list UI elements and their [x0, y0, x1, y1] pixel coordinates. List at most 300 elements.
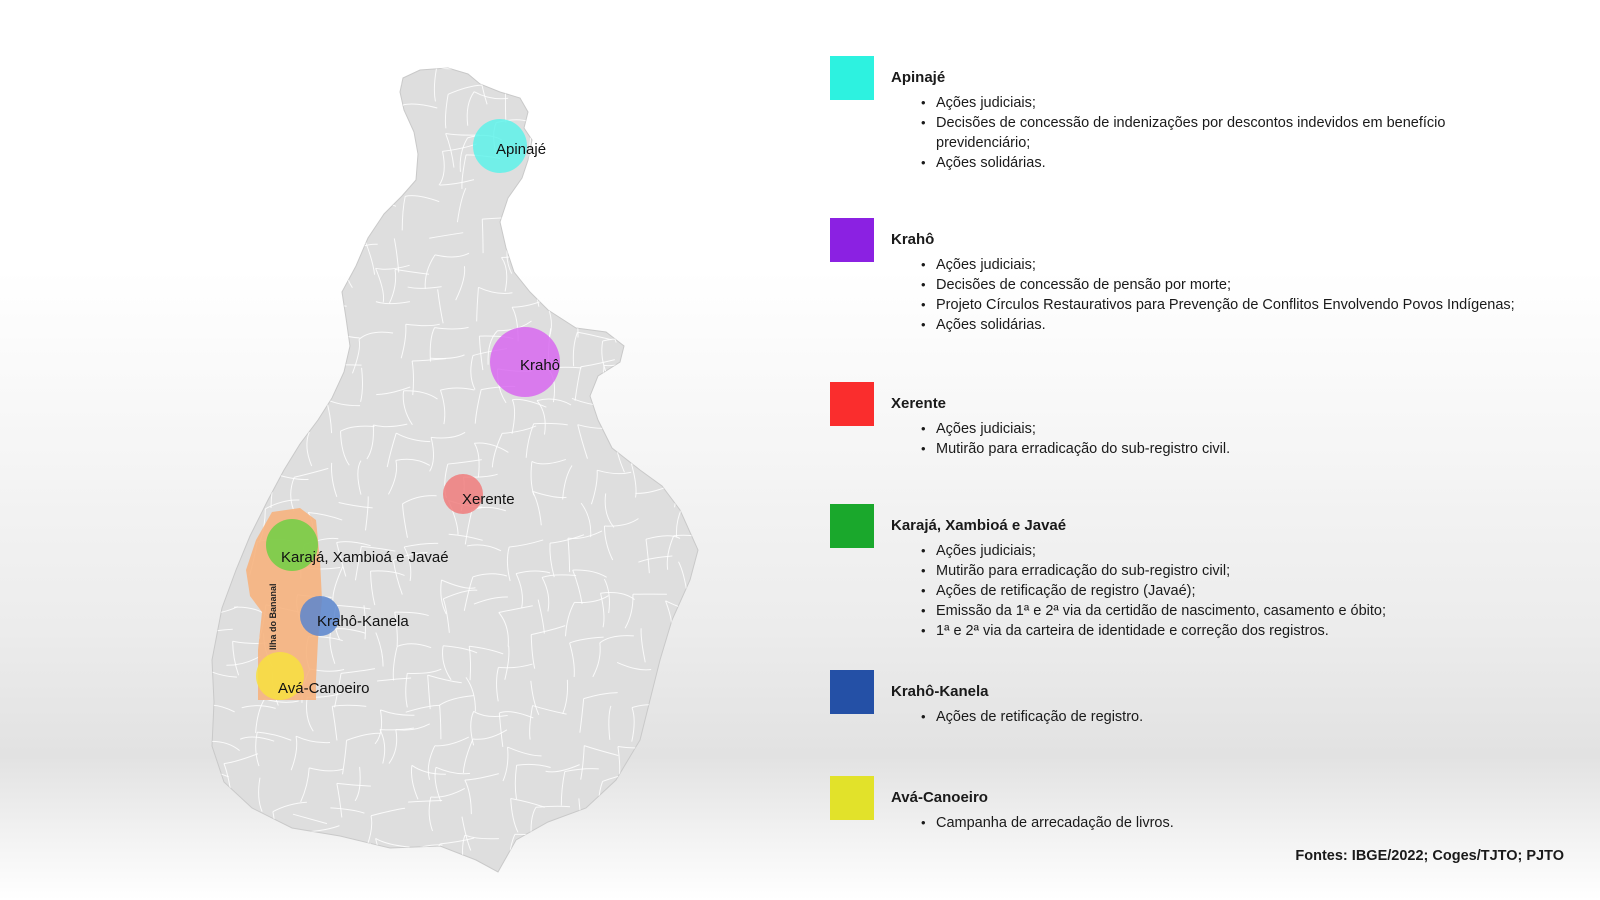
municipality-border	[335, 53, 369, 55]
municipality-border	[260, 153, 265, 187]
legend-bullet: • Decisões de concessão de pensão por morte;	[891, 275, 1531, 295]
municipality-border	[667, 164, 676, 198]
municipality-border	[328, 204, 362, 210]
municipality-border	[295, 327, 304, 361]
legend-title: Xerente	[891, 395, 947, 412]
municipality-border	[187, 294, 190, 328]
municipality-border	[547, 294, 581, 303]
municipality-border	[327, 884, 335, 900]
legend-list	[891, 419, 1531, 459]
municipality-border	[684, 239, 689, 273]
municipality-border	[669, 783, 672, 817]
municipality-border	[646, 332, 680, 335]
municipality-border	[613, 845, 619, 879]
municipality-border	[398, 860, 432, 868]
municipality-border	[390, 869, 398, 900]
municipality-border	[480, 70, 514, 79]
municipality-border	[635, 872, 669, 875]
municipality-border	[198, 706, 200, 740]
municipality-border	[636, 807, 670, 810]
legend-bullet: • Projeto Círculos Restaurativos para Prevenção de Conflitos Envolvendo Povos Indígenas;	[891, 295, 1531, 315]
municipality-border	[271, 254, 277, 288]
tocantins-state-shape	[212, 68, 698, 872]
municipality-border	[540, 273, 574, 283]
municipality-border	[274, 236, 278, 270]
municipality-border	[605, 136, 607, 170]
municipality-border	[632, 153, 638, 187]
municipality-border	[574, 259, 608, 267]
municipality-border	[200, 546, 204, 580]
municipality-border	[371, 885, 373, 900]
municipality-border	[408, 851, 413, 885]
municipality-border	[639, 215, 673, 220]
municipality-border	[205, 496, 239, 498]
tocantins-map	[0, 0, 760, 900]
municipality-border	[341, 170, 375, 173]
municipality-border	[235, 526, 238, 560]
municipality-border	[633, 60, 637, 94]
municipality-border	[269, 400, 303, 402]
municipality-border	[684, 683, 718, 687]
legend-bullet: • Ações solidárias.	[891, 153, 1531, 173]
municipality-border	[605, 103, 639, 109]
municipality-border	[640, 265, 647, 299]
municipality-border	[228, 325, 262, 330]
municipality-border	[681, 468, 715, 473]
municipality-border	[638, 152, 672, 157]
municipality-border	[303, 272, 307, 306]
municipality-border	[565, 832, 574, 866]
municipality-border	[671, 96, 675, 130]
municipality-border	[403, 42, 437, 51]
municipality-border	[307, 873, 312, 900]
municipality-border	[426, 879, 432, 900]
municipality-border	[613, 302, 647, 308]
municipality-border	[671, 51, 679, 85]
legend-bullet: • Ações judiciais;	[891, 93, 1531, 113]
municipality-border	[295, 393, 329, 400]
municipality-border	[333, 850, 337, 884]
municipality-border	[233, 843, 267, 846]
municipality-border	[546, 152, 580, 155]
municipality-border	[226, 470, 260, 477]
municipality-border	[194, 570, 228, 578]
municipality-border	[574, 830, 608, 833]
municipality-border	[225, 78, 259, 84]
legend-list	[891, 813, 1531, 833]
municipality-border	[614, 865, 648, 870]
municipality-border	[669, 745, 674, 779]
legend-swatch	[830, 670, 874, 714]
municipality-border	[224, 237, 258, 246]
municipality-border	[294, 59, 328, 68]
municipality-border	[667, 706, 670, 740]
legend-title: Krahô-Kanela	[891, 683, 989, 700]
municipality-border	[258, 340, 292, 350]
municipality-border	[227, 871, 261, 880]
municipality-border	[349, 128, 359, 162]
municipality-border	[333, 222, 339, 256]
municipality-border	[666, 127, 700, 128]
municipality-border	[217, 291, 226, 325]
legend-bullet: • Campanha de arrecadação de livros.	[891, 813, 1531, 833]
municipality-border	[532, 225, 566, 230]
municipality-border	[599, 236, 605, 270]
municipality-border	[271, 842, 305, 851]
legend-bullet: • Mutirão para erradicação do sub-registro civil.	[891, 439, 1531, 459]
municipality-border	[625, 127, 634, 161]
municipality-border	[661, 802, 669, 836]
legend-swatch	[830, 776, 874, 820]
municipality-border	[669, 782, 703, 789]
municipality-border	[265, 153, 299, 154]
municipality-border	[226, 287, 260, 291]
municipality-border	[210, 408, 244, 411]
legend-bullet: • 1ª e 2ª via da carteira de identidade e correção dos registros.	[891, 621, 1531, 641]
municipality-border	[309, 297, 312, 331]
municipality-border	[637, 51, 671, 60]
municipality-border	[630, 91, 637, 125]
municipality-border	[632, 763, 666, 765]
municipality-border	[630, 875, 636, 900]
municipality-border	[195, 635, 199, 669]
municipality-border	[466, 872, 474, 900]
legend-bullet: • Ações judiciais;	[891, 255, 1531, 275]
municipality-border	[683, 343, 717, 349]
municipality-border	[605, 235, 639, 238]
municipality-border	[473, 871, 507, 874]
municipality-border	[190, 814, 196, 848]
municipality-border	[669, 834, 678, 868]
municipality-border	[591, 50, 601, 84]
municipality-border	[632, 300, 666, 307]
municipality-border	[686, 366, 720, 373]
legend-bullet: • Ações solidárias.	[891, 315, 1531, 335]
municipality-border	[203, 543, 237, 546]
municipality-border	[318, 289, 327, 323]
municipality-border	[226, 364, 260, 373]
municipality-border	[600, 154, 605, 188]
municipality-border	[204, 614, 208, 648]
municipality-border	[191, 774, 195, 808]
legend-bullet: • Ações judiciais;	[891, 541, 1531, 561]
legend-bullet: • Emissão da 1ª e 2ª via da certidão de nascimento, casamento e óbito;	[891, 601, 1531, 621]
municipality-border	[236, 58, 242, 92]
municipality-border	[224, 500, 258, 506]
legend-title: Avá-Canoeiro	[891, 789, 988, 806]
municipality-border	[549, 82, 583, 86]
municipality-border	[203, 410, 209, 444]
municipality-border	[548, 827, 582, 833]
municipality-border	[304, 362, 313, 396]
municipality-border	[683, 876, 717, 883]
legend-title: Krahô	[891, 231, 935, 248]
municipality-border	[623, 371, 631, 405]
municipality-border	[584, 875, 618, 878]
municipality-border	[273, 201, 307, 211]
municipality-border	[581, 167, 615, 173]
municipality-border	[633, 126, 667, 133]
legend-swatch	[830, 218, 874, 262]
municipality-border	[632, 366, 666, 372]
municipality-border	[546, 156, 551, 190]
municipality-border	[599, 188, 603, 222]
municipality-border	[187, 196, 195, 230]
municipality-border	[352, 203, 362, 237]
municipality-border	[337, 843, 371, 850]
legend-title: Karajá, Xambioá e Javaé	[891, 517, 1067, 534]
municipality-border	[675, 473, 681, 507]
legend-list	[891, 541, 1531, 641]
municipality-border	[614, 263, 648, 271]
municipality-border	[221, 85, 225, 119]
municipality-border	[532, 116, 566, 124]
municipality-border	[670, 799, 704, 802]
municipality-border	[394, 163, 399, 197]
municipality-border	[605, 150, 639, 154]
municipality-border	[650, 196, 684, 202]
municipality-border	[199, 882, 203, 900]
municipality-border	[564, 52, 598, 57]
municipality-border	[631, 300, 633, 334]
municipality-border	[433, 844, 440, 878]
municipality-border	[683, 883, 692, 900]
municipality-border	[205, 498, 212, 532]
municipality-border	[583, 132, 588, 166]
municipality-border	[546, 873, 580, 878]
municipality-border	[543, 85, 549, 119]
municipality-border	[531, 68, 565, 71]
legend-swatch	[830, 56, 874, 100]
municipality-border	[667, 164, 701, 171]
municipality-border	[603, 181, 637, 188]
municipality-border	[574, 878, 584, 900]
kraho-kanela-map-label: Krahô-Kanela	[317, 613, 409, 630]
municipality-border	[500, 58, 505, 92]
municipality-border	[194, 187, 228, 196]
municipality-border	[358, 68, 364, 102]
municipality-border	[188, 578, 195, 612]
legend-swatch	[830, 504, 874, 548]
source-note: Fontes: IBGE/2022; Coges/TJTO; PJTO	[1295, 848, 1564, 864]
municipality-border	[313, 297, 347, 306]
municipality-border	[669, 409, 703, 418]
municipality-border	[330, 101, 338, 135]
municipality-border	[604, 406, 638, 413]
municipality-border	[627, 424, 634, 458]
municipality-border	[278, 228, 312, 236]
municipality-border	[275, 868, 309, 873]
municipality-border	[225, 871, 227, 900]
municipality-border	[601, 41, 635, 49]
municipality-border	[194, 424, 199, 458]
municipality-border	[190, 363, 195, 397]
municipality-border	[199, 129, 201, 163]
ava-canoeiro-map-label: Avá-Canoeiro	[278, 680, 370, 697]
municipality-border	[675, 423, 709, 433]
municipality-border	[364, 68, 398, 70]
municipality-border	[210, 169, 244, 178]
municipality-border	[203, 245, 237, 255]
municipality-border	[292, 125, 302, 159]
municipality-border	[578, 205, 584, 239]
legend-list	[891, 93, 1531, 173]
municipality-border	[683, 366, 687, 400]
municipality-border	[640, 262, 674, 266]
municipality-border	[669, 270, 703, 273]
municipality-border	[607, 128, 641, 136]
municipality-border	[330, 54, 335, 88]
municipality-border	[666, 128, 668, 162]
kraho-map-label: Krahô	[520, 357, 561, 374]
municipality-border	[205, 169, 211, 203]
municipality-border	[268, 436, 302, 440]
municipality-border	[251, 340, 258, 374]
municipality-border	[632, 765, 637, 799]
municipality-border	[196, 478, 200, 512]
municipality-border	[604, 104, 606, 138]
municipality-border	[569, 89, 575, 123]
municipality-border	[328, 204, 334, 238]
municipality-border	[575, 85, 609, 89]
municipality-border	[194, 419, 228, 425]
municipality-border	[199, 320, 233, 330]
municipality-border	[217, 237, 223, 271]
legend-bullet: • Ações de retificação de registro (Javaé);	[891, 581, 1531, 601]
municipality-border	[308, 224, 342, 229]
municipality-border	[634, 408, 668, 415]
municipality-border	[231, 199, 236, 233]
municipality-border	[228, 330, 231, 364]
municipality-border	[319, 332, 326, 366]
municipality-border	[228, 264, 262, 273]
municipality-border	[307, 230, 308, 264]
municipality-border	[243, 437, 277, 443]
municipality-border	[265, 358, 266, 392]
municipality-border	[269, 85, 303, 93]
municipality-border	[287, 59, 293, 93]
municipality-border	[197, 668, 203, 702]
legend-list	[891, 707, 1531, 727]
municipality-border	[223, 273, 229, 307]
municipality-border	[304, 362, 338, 372]
municipality-border	[324, 365, 328, 399]
municipality-border	[578, 199, 612, 205]
municipality-border	[231, 162, 265, 169]
ilha-do-bananal-label: Ilha do Bananal	[268, 583, 278, 650]
legend-bullet: • Mutirão para erradicação do sub-registro civil;	[891, 561, 1531, 581]
municipality-border	[638, 745, 646, 779]
municipality-border	[265, 440, 268, 474]
municipality-border	[612, 270, 616, 304]
municipality-border	[679, 46, 713, 50]
municipality-border	[292, 122, 326, 125]
municipality-border	[357, 152, 361, 186]
municipality-border	[684, 503, 718, 504]
municipality-border	[293, 167, 297, 201]
municipality-border	[270, 304, 277, 338]
municipality-border	[630, 408, 634, 442]
municipality-border	[196, 102, 230, 108]
municipality-border	[236, 54, 270, 58]
municipality-border	[359, 124, 393, 127]
municipality-border	[648, 196, 650, 230]
municipality-border	[269, 400, 274, 434]
municipality-border	[192, 808, 226, 815]
municipality-border	[547, 192, 581, 200]
municipality-border	[640, 332, 645, 366]
municipality-border	[583, 129, 617, 133]
municipality-border	[235, 803, 244, 837]
municipality-border	[508, 199, 516, 233]
municipality-border	[539, 875, 547, 900]
municipality-border	[668, 409, 674, 443]
municipality-border	[680, 343, 683, 377]
municipality-border	[336, 119, 370, 124]
legend-title: Apinajé	[891, 69, 946, 86]
municipality-border	[225, 846, 233, 880]
municipality-border	[339, 213, 373, 222]
municipality-border	[531, 71, 539, 105]
municipality-border	[231, 168, 238, 202]
municipality-border	[291, 393, 295, 427]
municipality-border	[199, 881, 233, 882]
municipality-border	[297, 186, 331, 192]
municipality-border	[574, 259, 578, 293]
municipality-border	[669, 271, 674, 305]
municipality-border	[236, 117, 270, 125]
apinaje-map-label: Apinajé	[496, 141, 547, 158]
municipality-border	[500, 56, 534, 62]
municipality-border	[373, 885, 407, 892]
legend-bullet: • Ações judiciais;	[891, 419, 1531, 439]
municipality-border	[396, 105, 403, 139]
xerente-map-label: Xerente	[462, 491, 515, 508]
municipality-border	[269, 92, 277, 126]
municipality-border	[192, 330, 198, 364]
municipality-border	[508, 198, 542, 199]
municipality-border	[199, 223, 233, 225]
municipality-border	[259, 136, 267, 170]
municipality-border	[581, 167, 583, 201]
municipality-border	[266, 353, 300, 357]
legend-bullet: • Ações de retificação de registro.	[891, 707, 1531, 727]
municipality-border	[668, 433, 675, 467]
municipality-border	[226, 364, 230, 398]
municipality-border	[619, 836, 653, 844]
municipality-border	[509, 879, 512, 900]
karaja-map-label: Karajá, Xambioá e Javaé	[281, 549, 449, 566]
municipality-border	[359, 146, 393, 152]
municipality-border	[200, 53, 234, 61]
municipality-border	[668, 642, 702, 646]
legend-swatch	[830, 382, 874, 426]
municipality-border	[307, 872, 341, 879]
municipality-border	[670, 702, 704, 707]
municipality-border	[684, 239, 718, 246]
legend-list	[891, 255, 1531, 335]
municipality-border	[292, 186, 297, 220]
municipality-border	[372, 100, 376, 134]
municipality-border	[506, 84, 540, 88]
municipality-border	[671, 295, 705, 300]
municipality-border	[362, 202, 396, 207]
municipality-border	[669, 738, 703, 744]
municipality-border	[191, 356, 225, 363]
municipality-border	[200, 471, 234, 478]
municipality-border	[210, 837, 244, 844]
municipality-border	[665, 202, 667, 236]
